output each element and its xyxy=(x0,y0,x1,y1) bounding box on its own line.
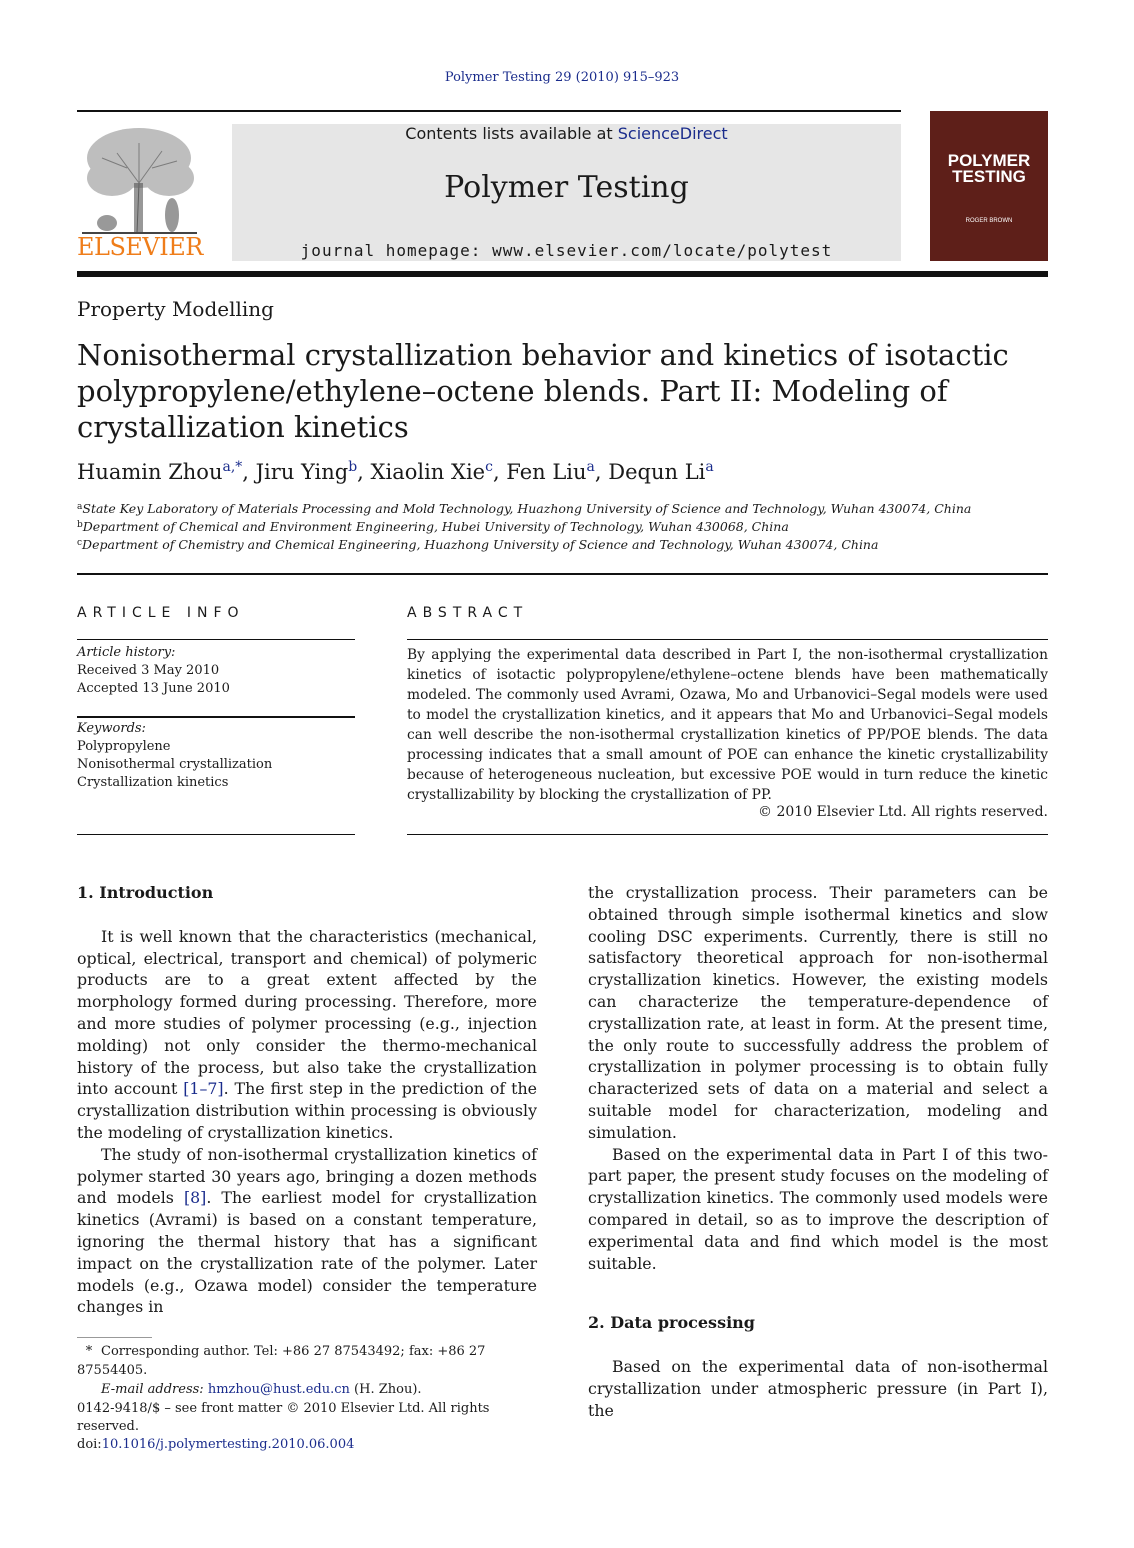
contents-prefix: Contents lists available at xyxy=(405,124,618,143)
accepted-date: Accepted 13 June 2010 xyxy=(77,681,230,696)
journal-citation[interactable]: Polymer Testing 29 (2010) 915–923 xyxy=(444,70,680,85)
journal-cover[interactable] xyxy=(930,111,1048,261)
author-name: Dequn Li xyxy=(608,460,706,484)
keywords-block xyxy=(77,720,272,792)
left-column xyxy=(77,882,537,1318)
corresponding-footnote xyxy=(77,1342,537,1399)
cover-editor: ROGER BROWN xyxy=(965,218,1013,224)
paragraph: the crystallization process. Their parameters can be obtained through simple isothermal kinetics and slow cooling DSC experiments. Currently, there is still no satisfactory theoretical approach for non-isothermal crystallization kinetics. However, the existing models can characterize the temperature-dependence of crystallization rate, at least in form. At the present time, the only route to successfully address the problem of crystallization in polymer processing is to obtain fully characterized sets of data on a material and select a suitable model for characterization, modeling and simulation. xyxy=(588,883,1048,1142)
history-label: Article history: xyxy=(77,645,176,660)
citation-link[interactable]: [8] xyxy=(183,1188,207,1208)
paragraph: Based on the experimental data of non-isothermal crystallization under atmospheric pressure (in Part I), the xyxy=(588,1357,1048,1420)
cover-title-line-1: POLYMER xyxy=(947,151,1031,170)
info-rule xyxy=(77,639,355,640)
corresponding-author: Corresponding author. Tel: +86 27 87543492; fax: +86 27 87554405. xyxy=(77,1344,486,1378)
tree-logo-icon xyxy=(77,123,202,235)
contents-line xyxy=(232,124,901,143)
footnote-mark: * xyxy=(85,1344,93,1359)
abstract-rule xyxy=(407,639,1048,640)
journal-homepage-link[interactable]: journal homepage: www.elsevier.com/locate/polytest xyxy=(300,241,833,260)
affiliation-text: State Key Laboratory of Materials Processing and Mold Technology, Huazhong University of Science and Technology, Wuhan 430074, China xyxy=(82,501,972,516)
received-date: Received 3 May 2010 xyxy=(77,663,220,678)
header-rule xyxy=(77,110,901,112)
article-history xyxy=(77,644,230,698)
author-affiliation-link[interactable]: a,* xyxy=(222,459,243,475)
author-affiliation-link[interactable]: a xyxy=(705,459,714,475)
abstract-rule xyxy=(407,834,1048,835)
citation-link[interactable]: [1–7] xyxy=(183,1079,224,1099)
affiliation-mark: a xyxy=(77,502,83,512)
author-name: Jiru Ying xyxy=(255,460,349,484)
article-info-heading: ARTICLE INFO xyxy=(77,605,245,621)
paragraph-text: . The first step in the prediction of the crystallization distribution within processing is obviously the modeling of crystallization kinetics. xyxy=(77,1079,537,1142)
abstract-copyright: © 2010 Elsevier Ltd. All rights reserved. xyxy=(758,804,1048,820)
doi-link[interactable]: 10.1016/j.polymertesting.2010.06.004 xyxy=(101,1437,355,1452)
section-label: Property Modelling xyxy=(77,297,274,321)
keyword: Crystallization kinetics xyxy=(77,775,229,790)
keywords-label: Keywords: xyxy=(77,721,146,736)
elsevier-wordmark: ELSEVIER xyxy=(77,233,203,261)
affiliation xyxy=(77,537,878,552)
section-heading: 2. Data processing xyxy=(588,1313,755,1333)
author-list xyxy=(77,460,714,484)
affiliation-text: Department of Chemical and Environment Engineering, Hubei University of Technology, Wuhan 430068, China xyxy=(82,519,789,534)
author-affiliation-link[interactable]: c xyxy=(485,459,493,475)
author-separator: , xyxy=(492,460,507,484)
footnote-rule xyxy=(77,1337,152,1338)
author-separator: , xyxy=(357,460,371,484)
keyword: Nonisothermal crystallization xyxy=(77,757,273,772)
email-label: E-mail address: xyxy=(101,1382,204,1397)
abstract-heading: ABSTRACT xyxy=(407,605,529,621)
author-name: Huamin Zhou xyxy=(77,460,223,484)
title-block-rule xyxy=(77,573,1048,575)
abstract-text: By applying the experimental data described in Part I, the non-isothermal crystallization kinetics of isotactic polypropylene/ethylene–octene blends have been mathematically modeled. The commonly used Avrami, Ozawa, Mo and Urbanovici–Segal models were used to model the crystallization kinetics, and it appears that Mo and Urbanovici–Segal models can well describe the non-isothermal crystallization kinetics of PP/POE blends. The data processing indicates that a small amount of POE can enhance the kinetic crystallizability because of heterogeneous nucleation, but excessive POE would in turn reduce the kinetic crystallizability by blocking the crystallization of PP. xyxy=(407,647,1048,803)
keyword: Polypropylene xyxy=(77,739,171,754)
section-heading: 1. Introduction xyxy=(77,883,214,902)
right-column xyxy=(588,882,1048,1422)
paragraph-text: The study of non-isothermal crystallization kinetics of polymer started 30 years ago, bringing a dozen methods and models xyxy=(77,1144,537,1208)
issn-line: 0142-9418/$ – see front matter © 2010 Elsevier Ltd. All rights reserved. xyxy=(77,1401,490,1434)
elsevier-logo[interactable] xyxy=(77,123,202,263)
affiliation-text: Department of Chemistry and Chemical Engineering, Huazhong University of Science and Technology, Wuhan 430074, China xyxy=(82,537,879,552)
paragraph: Based on the experimental data in Part I of this two-part paper, the present study focuses on the modeling of crystallization kinetics. The commonly used models were compared in detail, so as to improve the description of experimental data and find which model is the most suitable. xyxy=(588,1144,1048,1273)
author-name: Xiaolin Xie xyxy=(370,460,486,484)
affiliation-mark: b xyxy=(77,520,83,530)
front-matter xyxy=(77,1400,547,1454)
info-rule xyxy=(77,716,355,718)
journal-banner xyxy=(232,124,901,261)
article-title: Nonisothermal crystallization behavior and kinetics of isotactic polypropylene/ethylene–octene blends. Part II: Modeling of crystallization kinetics xyxy=(77,338,1009,444)
author-name: Fen Liu xyxy=(506,460,587,484)
header-thick-rule xyxy=(77,271,1048,277)
affiliation xyxy=(77,519,789,534)
paragraph-text: . The earliest model for crystallization kinetics (Avrami) is based on a constant temperature, ignoring the thermal history that has a significant impact on the crystallization rate of the polymer. Later models (e.g., Ozawa model) consider the temperature changes in xyxy=(77,1188,537,1317)
sciencedirect-link[interactable]: ScienceDirect xyxy=(617,124,728,143)
paragraph xyxy=(77,926,537,1144)
author-affiliation-link[interactable]: a xyxy=(586,459,595,475)
paragraph xyxy=(77,1144,537,1318)
author-separator: , xyxy=(242,460,256,484)
info-rule xyxy=(77,834,355,835)
cover-title-line-2: TESTING xyxy=(952,167,1026,186)
journal-name: Polymer Testing xyxy=(444,170,689,205)
doi-prefix: doi: xyxy=(77,1437,102,1452)
author-affiliation-link[interactable]: b xyxy=(348,459,358,475)
email-suffix: (H. Zhou). xyxy=(354,1382,422,1397)
author-separator: , xyxy=(594,460,609,484)
paragraph-text: It is well known that the characteristics (mechanical, optical, electrical, transport and chemical) of polymeric products are to a great extent affected by the morphology formed during processing. Therefore, more and more studies of polymer processing (e.g., injection molding) not only consider the thermo-mechanical history of the process, but also take the crystallization into account xyxy=(77,926,537,1099)
affiliation xyxy=(77,501,971,516)
affiliation-mark: c xyxy=(77,538,83,548)
email-link[interactable]: hmzhou@hust.edu.cn xyxy=(207,1382,350,1397)
